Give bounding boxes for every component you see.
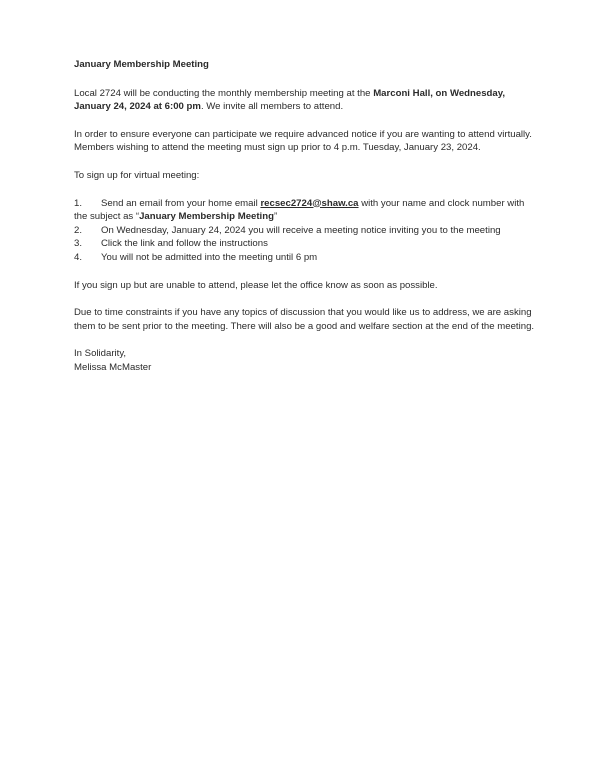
step-number: 2. — [74, 224, 83, 236]
signup-heading: To sign up for virtual meeting: — [74, 169, 200, 181]
step-text: You will not be admitted into the meeting until 6 pm — [101, 251, 318, 263]
step-text: Click the link and follow the instructions — [101, 238, 268, 250]
document-page — [74, 58, 536, 375]
signup-steps-list — [74, 197, 536, 265]
step-item-1 — [74, 197, 536, 224]
step-item-4 — [74, 251, 536, 265]
subject-line: January Membership Meeting — [139, 211, 274, 223]
step-number: 3. — [74, 238, 83, 250]
constraints-paragraph: Due to time constraints if you have any topics of discussion that you would like us to address, we are asking them to be sent prior to the meeting. There will also be a good and welfare section at the end of the meeting. — [74, 307, 535, 332]
intro-text: Local 2724 will be conducting the monthly membership meeting at the — [74, 87, 374, 99]
step-item-2 — [74, 224, 536, 238]
closing-text: In Solidarity, — [74, 348, 127, 360]
meeting-location-date: Marconi Hall, on Wednesday, January 24, 2024 at 6:00 pm — [74, 87, 506, 113]
step-text: On Wednesday, January 24, 2024 you will receive a meeting notice inviting you to the meeting — [101, 224, 501, 236]
signature-name: Melissa McMaster — [74, 361, 152, 373]
step-text: Send an email from your home email — [101, 197, 261, 209]
step-text: ” — [273, 211, 278, 223]
intro-invite-text: . We invite all members to attend. — [200, 101, 344, 113]
intro-paragraph — [74, 87, 536, 114]
signature-block — [74, 347, 536, 374]
unable-paragraph: If you sign up but are unable to attend, please let the office know as soon as possible. — [74, 279, 438, 291]
step-text: with your name and clock number with the subject as “ — [74, 197, 525, 223]
notice-paragraph: In order to ensure everyone can participate we require advanced notice if you are wanting to attend virtually. Members wishing to attend the meeting must sign up prior to 4 p.m. Tuesday, January 23, 2024. — [74, 128, 532, 154]
document-title: January Membership Meeting — [74, 59, 209, 70]
email-link[interactable]: recsec2724@shaw.ca — [260, 197, 359, 209]
step-number: 1. — [74, 197, 83, 209]
step-item-3 — [74, 237, 536, 251]
step-number: 4. — [74, 251, 83, 263]
